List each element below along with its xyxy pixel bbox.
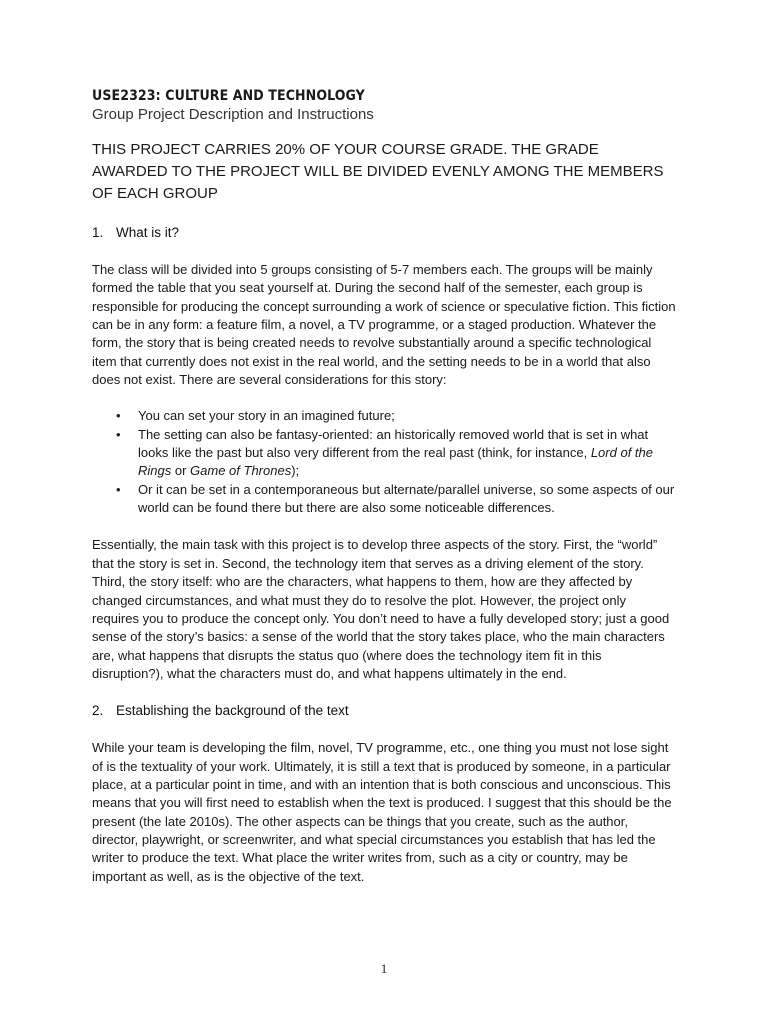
document-body [92,88,676,886]
page-number: 1 [380,961,388,976]
section-1-title: What is it? [116,225,180,240]
list-item-text: Or it can be set in a contemporaneous but alternate/parallel universe, so some aspects of our world can be found there but there are also some noticeable differences. [138,481,675,516]
bullet-icon: • [116,481,121,497]
section-2-heading [92,702,676,720]
section-2-paragraph-1: While your team is developing the film, novel, TV programme, etc., one thing you must not lose sight of is the textuality of your work. Ultimately, it is still a text that is produced by someone, in a particular place, at a particular point in time, and with an intention that is both conscious and unconscious. This means that you will first need to establish when the text is produced. I suggest that this should be the present (the late 2010s). The other aspects can be things that you create, such as the author, director, playwright, or screenwriter, and what special circumstances you establish that has led the writer to produce the text. What place the writer writes from, such as a city or country, may be important as well, as is the objective of the text. [92,740,672,884]
bullet-icon: • [116,408,121,424]
section-1-number: 1. [92,225,104,240]
section-1-paragraph-1 [92,261,676,389]
text-run: surrounding a work of science or speculative fiction. This fiction can be in any form: a feature film, a novel, a TV programme, or a staged production. Whatever the form, the story that is being created needs to revolve substantially around a specific technological item that currently does not exist in the real world, and the setting needs to be in a world that also does not exist. There are several considerations for this story: [92,298,676,388]
section-1-heading [92,224,676,242]
considerations-list [92,407,676,517]
list-item [92,481,676,518]
section-2-number: 2. [92,703,104,719]
course-title: USE2323: CULTURE AND TECHNOLOGY [92,88,365,104]
list-item-text: The setting can also be fantasy-oriented: an historically removed world that is set in what looks like the past but also very different from the real past (think, for instance, [138,426,649,461]
list-item-text: ); [291,463,300,479]
section-1-paragraph-2: Essentially, the main task with this project is to develop three aspects of the story. First, the “world” that the story is set in. Second, the technology item that serves as a driving element of the story. Third, the story itself: who are the characters, what happens to them, how are they affected by changed circumstances, and what must they do to resolve the plot. However, the project only requires you to produce the concept only. You don’t need to have a fully developed story; just a good sense of the story’s basics: a sense of the world that the story takes place, who the main characters are, what happens that disrupts the status quo (where does the technology item fit in this disruption?), what the characters must do, and what happens ultimately in the end. [92,537,670,681]
list-item-text: You can set your story in an imagined future; [138,408,395,424]
document-subtitle: Group Project Description and Instructions [92,106,374,123]
list-item [92,407,676,425]
list-item [92,426,676,481]
title-game-of-thrones: Game of Thrones [190,463,292,479]
grade-notice: THIS PROJECT CARRIES 20% OF YOUR COURSE GRADE. THE GRADE AWARDED TO THE PROJECT WILL BE DIVIDED EVENLY AMONG THE MEMBERS OF EACH GROUP [92,141,664,202]
list-item-text: or [171,463,191,479]
bullet-icon: • [116,426,121,442]
text-run: The class will be divided into 5 groups consisting of 5-7 members each. The groups will be mainly formed the table that you seat yourself at. During the second half of the semester, each group is responsible for producing [92,262,653,314]
title-lord-of-the-rings: Lord of the Rings [138,445,653,479]
section-2-title: Establishing the background of the text [116,703,349,719]
emphasis-the-concept: the concept [241,298,309,314]
